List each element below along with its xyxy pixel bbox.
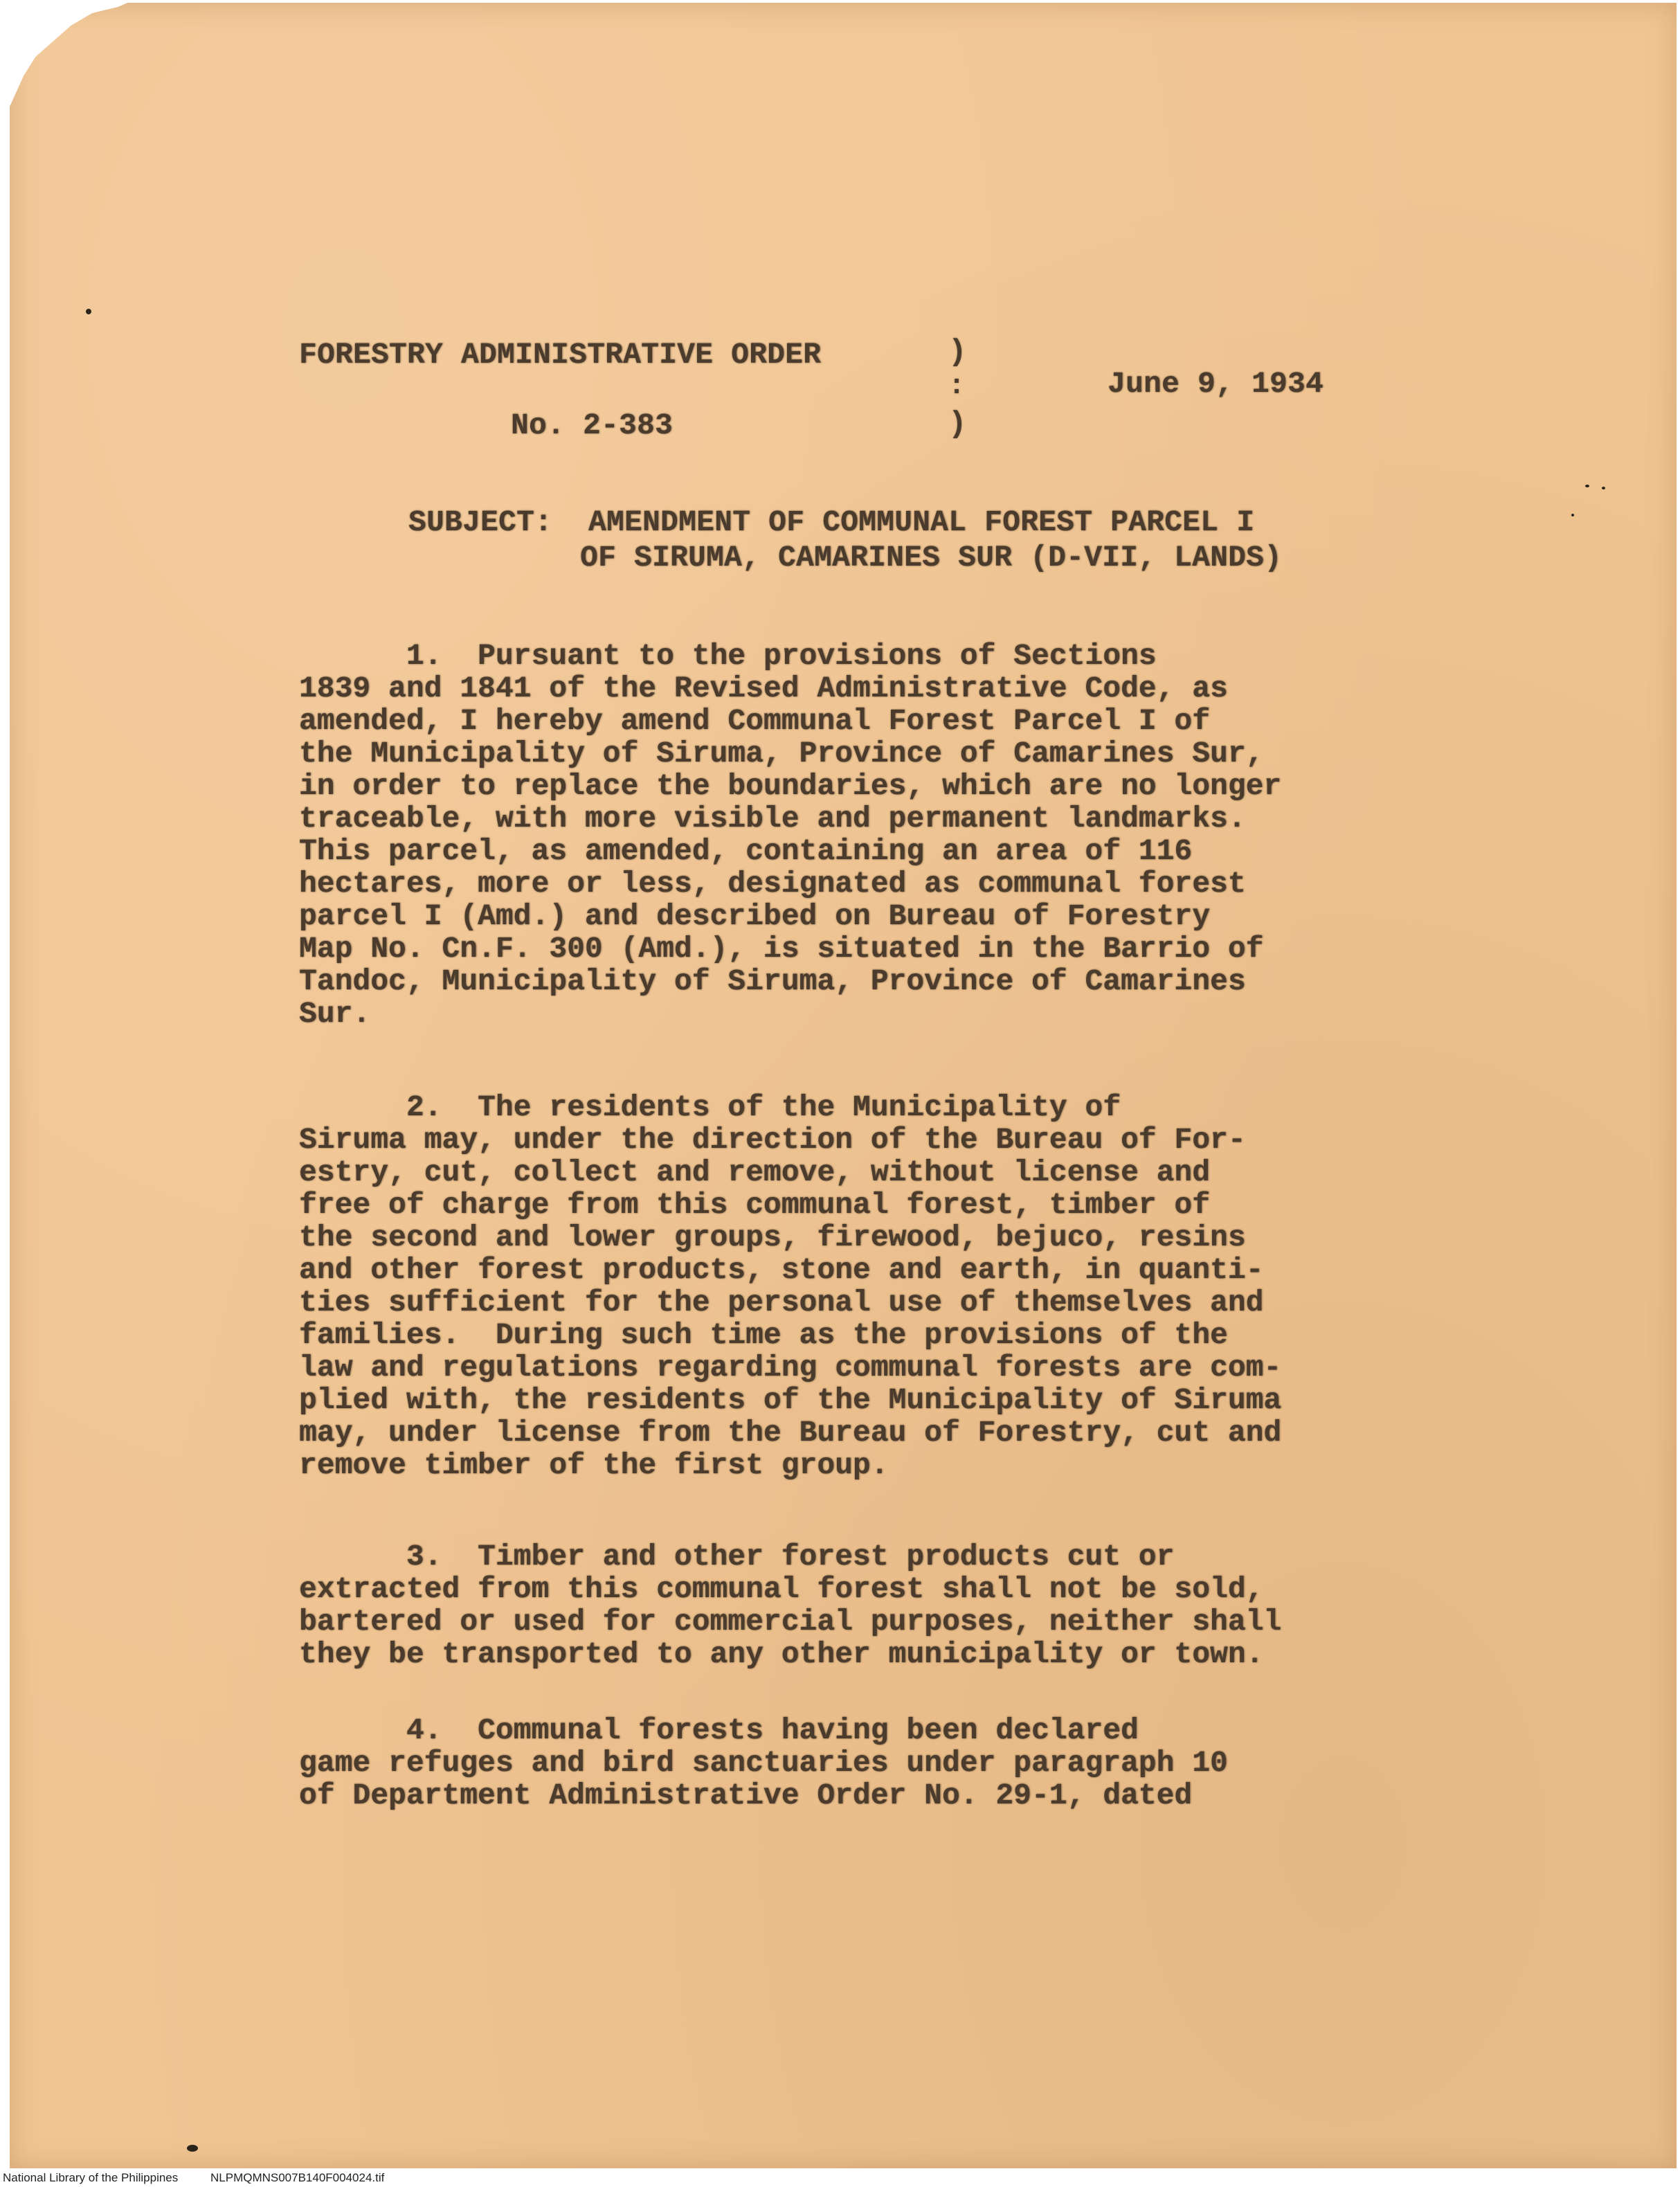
paragraph-line: the Municipality of Siruma, Province of Camarines Sur, — [299, 737, 1264, 771]
paragraph-line: traceable, with more visible and permanent landmarks. — [299, 802, 1246, 836]
paragraph-line: 2. The residents of the Municipality of — [299, 1090, 1121, 1124]
paragraph-line: game refuges and bird sanctuaries under paragraph 10 — [299, 1746, 1228, 1780]
paragraph-2 — [299, 1091, 1448, 1482]
ink-speck — [187, 2145, 198, 2152]
header-bracket-bottom: ) — [948, 407, 967, 442]
header-bracket-colon: : — [948, 371, 966, 402]
order-title: FORESTRY ADMINISTRATIVE ORDER — [299, 338, 822, 372]
paragraph-line: amended, I hereby amend Communal Forest Parcel I of — [299, 704, 1211, 738]
footer-institution: National Library of the Philippines — [3, 2171, 179, 2184]
paragraph-line: families. During such time as the provisions of the — [299, 1318, 1228, 1352]
paragraph-line: 4. Communal forests having been declared — [299, 1713, 1139, 1747]
header-bracket-top: ) — [948, 335, 967, 370]
paragraph-line: the second and lower groups, firewood, bejuco, resins — [299, 1221, 1246, 1254]
paragraph-line: may, under license from the Bureau of Forestry, cut and — [299, 1416, 1282, 1450]
ink-speck — [1571, 514, 1574, 516]
paragraph-4 — [299, 1714, 1448, 1812]
ink-speck — [1602, 487, 1605, 489]
paragraph-line: extracted from this communal forest shall not be sold, — [299, 1572, 1264, 1606]
paragraph-line: free of charge from this communal forest, timber of — [299, 1188, 1211, 1222]
paragraph-line: Siruma may, under the direction of the Bureau of For- — [299, 1123, 1246, 1157]
order-date: June 9, 1934 — [1108, 367, 1324, 401]
document-page — [10, 3, 1677, 2168]
footer-filename: NLPMQMNS007B140F004024.tif — [210, 2171, 385, 2184]
ink-speck — [1585, 485, 1589, 487]
paragraph-line: hectares, more or less, designated as communal forest — [299, 867, 1246, 901]
paragraph-line: Tandoc, Municipality of Siruma, Province of Camarines — [299, 964, 1246, 998]
paragraph-line: they be transported to any other municipality or town. — [299, 1637, 1264, 1671]
paragraph-line: bartered or used for commercial purposes, neither shall — [299, 1605, 1282, 1639]
paragraph-line: parcel I (Amd.) and described on Bureau of Forestry — [299, 899, 1211, 933]
paragraph-line: in order to replace the boundaries, which are no longer — [299, 769, 1282, 803]
torn-corner — [10, 3, 127, 107]
paragraph-line: remove timber of the first group. — [299, 1448, 889, 1482]
subject-line-1: SUBJECT: AMENDMENT OF COMMUNAL FOREST PARCEL I — [408, 505, 1255, 539]
paragraph-3 — [299, 1540, 1448, 1671]
subject-line-2: OF SIRUMA, CAMARINES SUR (D-VII, LANDS) — [580, 541, 1283, 575]
paragraph-line: of Department Administrative Order No. 29-1, dated — [299, 1779, 1193, 1812]
paragraph-1 — [299, 640, 1448, 1030]
paragraph-line: Sur. — [299, 997, 371, 1031]
paragraph-line: Map No. Cn.F. 300 (Amd.), is situated in the Barrio of — [299, 932, 1264, 966]
order-number: No. 2-383 — [511, 408, 674, 442]
paragraph-line: 3. Timber and other forest products cut or — [299, 1540, 1175, 1574]
paragraph-line: 1839 and 1841 of the Revised Administrative Code, as — [299, 672, 1228, 705]
paragraph-line: ties sufficient for the personal use of themselves and — [299, 1286, 1264, 1320]
paragraph-line: plied with, the residents of the Municipality of Siruma — [299, 1383, 1282, 1417]
paragraph-line: law and regulations regarding communal forests are com- — [299, 1351, 1282, 1385]
paragraph-line: 1. Pursuant to the provisions of Sections — [299, 639, 1157, 673]
ink-speck — [86, 309, 91, 314]
paragraph-line: This parcel, as amended, containing an area of 116 — [299, 834, 1193, 868]
paragraph-line: and other forest products, stone and earth, in quanti- — [299, 1253, 1264, 1287]
paragraph-line: estry, cut, collect and remove, without license and — [299, 1155, 1211, 1189]
